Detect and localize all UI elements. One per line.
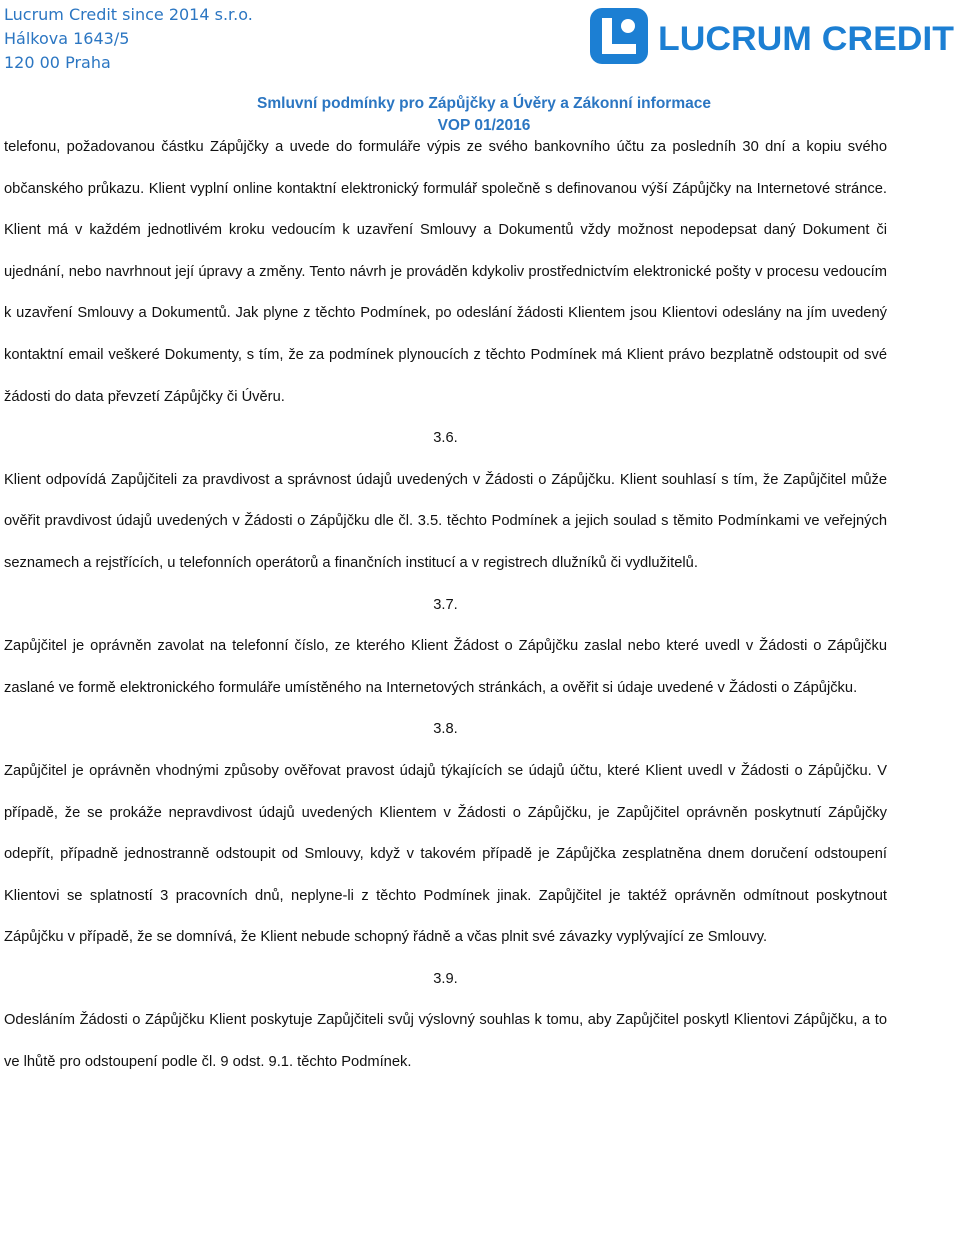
company-city: 120 00 Praha <box>4 53 111 72</box>
company-street: Hálkova 1643/5 <box>4 29 130 48</box>
section-number-3-6: 3.6. <box>433 430 458 447</box>
logo-mark-icon <box>590 8 648 64</box>
paragraph-3-7: Zapůjčitel je oprávněn zavolat na telefonní číslo, ze kterého Klient Žádost o Zápůjčku zaslal nebo které uvedl v Žádosti o Zápůjčku zaslané ve formě elektronického formuláře umístěného na Internetových stránkách, a ověřit si údaje uvedené v Žádosti o Zápůjčku. <box>4 638 887 696</box>
document-body <box>4 127 887 1084</box>
paragraph-intro: telefonu, požadovanou částku Zápůjčky a uvede do formuláře výpis ze svého bankovního účtu za posledníh 30 dní a kopiu svého občanského průkazu. Klient vyplní online kontaktní elektronický formulář společně s definovanou výší Zápůjčky na Internetové stránce. Klient má v každém jednotlivém kroku vedoucím k uzavření Smlouvy a Dokumentů vždy možnost nepodepsat daný Dokument či ujednání, nebo navrhnout její úpravy a změny. Tento návrh je prováděn kdykoliv prostřednictvím elektronické pošty v procesu vedoucím k uzavření Smlouvy a Dokumentů. Jak plyne z těchto Podmínek, po odeslání žádosti Klientem jsou Klientovi odeslány na jím uvedený kontaktní email veškeré Dokumenty, s tím, že za podmínek plynoucích z těchto Podmínek má Klient právo bezplatně odstoupit od své žádosti do data převzetí Zápůjčky či Úvěru. <box>4 139 887 405</box>
paragraph-3-6: Klient odpovídá Zapůjčiteli za pravdivost a správnost údajů uvedených v Žádosti o Zápůjčku. Klient souhlasí s tím, že Zapůjčitel může ověřit pravdivost údajů uvedených v Žádosti o Zápůjčku dle čl. 3.5. těchto Podmínek a jejich soulad s těmito Podmínkami ve veřejných seznamech a rejstřících, u telefonních operátorů a finančních institucí a v registrech dlužníků či vydlužitelů. <box>4 471 887 571</box>
paragraph-3-8: Zapůjčitel je oprávněn vhodnými způsoby ověřovat pravost údajů týkajících se údajů účtu, které Klient uvedl v Žádosti o Zápůjčku. V případě, že se prokáže nepravdivost údajů uvedených Klientem v Žádosti o Zápůjčku, je Zapůjčitel oprávněn poskytnutí Zápůjčky odepřít, případně jednostranně odstoupit od Smlouvy, když v takovém případě je Zápůjčka zesplatněna dnem doručení odstoupení Klientovi se splatností 3 pracovních dnů, neplyne-li z těchto Podmínek jinak. Zapůjčitel je taktéž oprávněn odmítnout poskytnout Zápůjčku v případě, že se domnívá, že Klient nebude schopný řádně a včas plnit své závazky vyplývající ze Smlouvy. <box>4 762 887 946</box>
company-name: Lucrum Credit since 2014 s.r.o. <box>4 5 253 24</box>
paragraph-3-9: Odesláním Žádosti o Zápůjčku Klient poskytuje Zapůjčiteli svůj výslovný souhlas k tomu, aby Zapůjčitel poskytl Klientovi Zápůjčku, a to ve lhůtě pro odstoupení podle čl. 9 odst. 9.1. těchto Podmínek. <box>4 1012 887 1071</box>
lucrum-credit-logo <box>588 4 958 66</box>
section-number-3-8: 3.8. <box>433 721 458 738</box>
section-number-3-9: 3.9. <box>433 970 458 987</box>
logo-text: LUCRUM CREDIT <box>658 20 955 58</box>
section-number-3-7: 3.7. <box>433 596 458 613</box>
document-code: VOP 01/2016 <box>437 117 531 134</box>
document-title: Smluvní podmínky pro Zápůjčky a Úvěry a Zákonní informace <box>257 95 711 112</box>
company-address <box>4 3 253 75</box>
